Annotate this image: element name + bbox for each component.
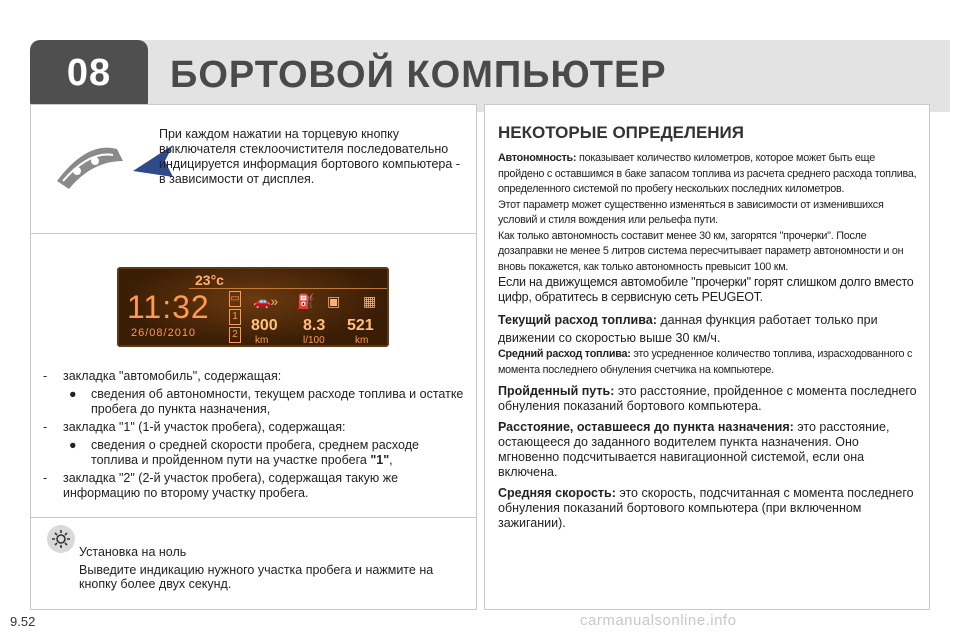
trip-computer-display: [117, 267, 389, 347]
display-tabs: [229, 291, 241, 345]
divider: [31, 517, 476, 518]
display-value-destination: 521: [347, 317, 374, 334]
list-subitem: ● сведения об автономности, текущем расходе топлива и остатке пробега до пункта назначения,: [69, 387, 464, 416]
finish-flag-icon: ▦: [363, 293, 377, 309]
left-panel: [30, 104, 477, 610]
display-unit-consumption: l/100: [303, 335, 325, 346]
display-time: 11:32: [127, 289, 210, 325]
watermark: carmanualsonline.info: [580, 612, 737, 629]
autonomy-definition: Автономность: показывает количество километров, которое может быть еще пройдено с оставшимся в баке запасом топлива из расчета среднего расхода топлива, определенного системой по пробегу нескольких последних километров. Этот параметр может существенно изменяться в зависимости от изменившихся условий и стиля вождения или рельефа пути. Как только автономность составит менее 30 км, загорятся "прочерки". После дозаправки не менее 5 литров система пересчитывает параметр автономности и он вновь покажется, как только автономность превысит 100 км. Если на движущемся автомобиле "прочерки" горят слишком долго вместо цифр, обратитесь в сервисную сеть PEUGEOT.: [498, 152, 917, 304]
chapter-number: 08: [66, 52, 112, 94]
average-speed-label: Средняя скорость:: [498, 486, 616, 500]
display-separator: [189, 288, 389, 289]
right-panel: [484, 104, 930, 610]
intro-text: При каждом нажатии на торцевую кнопку выключателя стеклоочистителя последовательно индицируется информация бортового компьютера - в зависимости от дисплея.: [159, 127, 460, 186]
display-unit-range: km: [255, 335, 269, 346]
fuel-pump-icon: ⛽: [297, 293, 315, 309]
chapter-header: [30, 40, 930, 112]
current-consumption-label: Текущий расход топлива:: [498, 313, 657, 327]
list-item: - закладка "1" (1-й участок пробега), содержащая:: [43, 420, 346, 434]
definitions-title: НЕКОТОРЫЕ ОПРЕДЕЛЕНИЯ: [498, 123, 744, 142]
tab-list: [39, 369, 469, 504]
display-unit-destination: km: [355, 335, 369, 346]
definitions-body: [498, 151, 920, 537]
display-value-consumption: 8.3: [303, 317, 326, 334]
display-tab-car: ▭: [229, 291, 241, 307]
display-tab-2: 2: [229, 327, 241, 343]
autonomy-label: Автономность:: [498, 152, 577, 164]
list-subitem: ● сведения о средней скорости пробега, среднем расходе топлива и пройденном пути на участке пробега "1",: [69, 438, 419, 467]
fuel-can-icon: ▣: [327, 293, 341, 309]
distance-label: Пройденный путь:: [498, 384, 615, 398]
car-range-icon: 🚗»: [253, 293, 279, 309]
page-title: БОРТОВОЙ КОМПЬЮТЕР: [170, 54, 667, 96]
page-number: 9.52: [10, 614, 36, 629]
divider: [31, 233, 476, 234]
wiper-stalk-icon: [47, 131, 175, 193]
reset-title: Установка на ноль: [79, 545, 187, 559]
chapter-number-box: [30, 40, 148, 112]
display-value-range: 800: [251, 317, 278, 334]
remaining-distance-label: Расстояние, оставшееся до пункта назначения:: [498, 420, 794, 434]
list-item: - закладка "2" (2-й участок пробега), содержащая такую же информацию по второму участку пробега.: [43, 471, 399, 500]
remaining-distance-definition: Расстояние, оставшееся до пункта назначения: это расстояние, остающееся до заданного водителем пункта назначения. Оно мгновенно подсчитывается навигационной системой, если она включена.: [498, 420, 890, 479]
average-speed-definition: Средняя скорость: это скорость, подсчитанная с момента последнего обнуления показаний бортового компьютера (при включенном зажигании).: [498, 486, 914, 530]
reset-text: Выведите индикацию нужного участка пробега и нажмите на кнопку более двух секунд.: [79, 563, 434, 591]
display-tab-1: 1: [229, 309, 241, 325]
reset-sun-icon: [47, 525, 75, 553]
current-consumption-definition: Текущий расход топлива: данная функция работает только при движении со скоростью выше 30 км/ч. Средний расход топлива: это усредненное количество топлива, израсходованного с момента последнего обнуления счетчика на компьютере.: [498, 313, 913, 376]
list-item: - закладка "автомобиль", содержащая:: [43, 369, 282, 383]
average-consumption-label: Средний расход топлива:: [498, 348, 631, 360]
display-date: 26/08/2010: [131, 327, 197, 339]
display-temperature: 23°c: [195, 272, 224, 288]
distance-definition: Пройденный путь: это расстояние, пройденное с момента последнего обнуления показаний бортового компьютера.: [498, 384, 917, 413]
